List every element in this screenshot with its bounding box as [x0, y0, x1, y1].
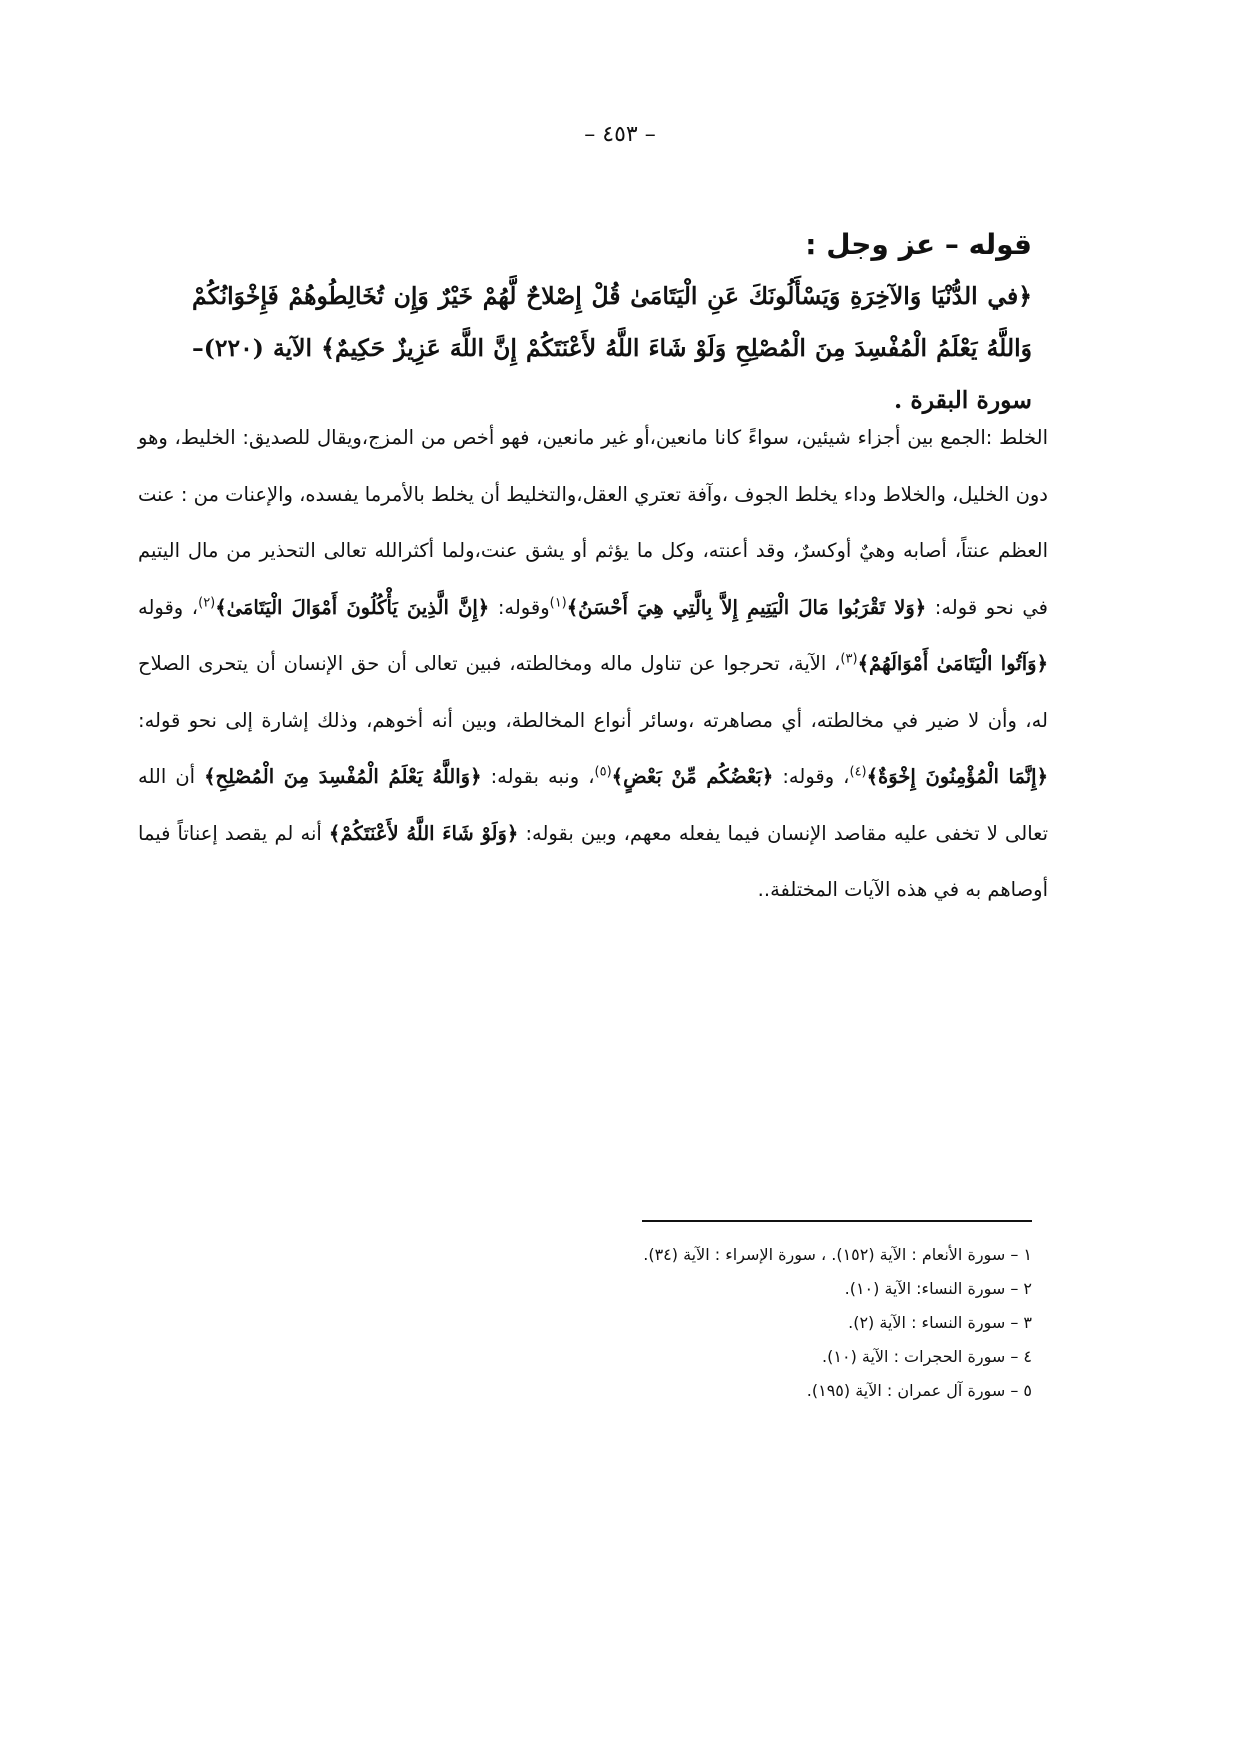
footnote-ref: (١) — [549, 595, 567, 610]
quran-quote: ﴿إِنَّمَا الْمُؤْمِنُونَ إِخْوَةٌ﴾ — [866, 765, 1049, 788]
section-heading: قوله – عز وجل : — [805, 228, 1032, 261]
footnote-item: ٣ – سورة النساء : الآية (٢). — [848, 1313, 1032, 1332]
commentary-text: ، وقوله: — [773, 765, 850, 788]
quran-quote: ﴿إِنَّ الَّذِينَ يَأْكُلُونَ أَمْوَالَ الْيَتَامَىٰ﴾ — [215, 595, 490, 619]
commentary-text: أنه لم يقصد إعناتاً فيما أوصاهم به في هذه الآيات المختلفة.. — [138, 821, 1048, 901]
quran-quote: ﴿وَلا تَقْرَبُوا مَالَ الْيَتِيمِ إِلاَّ بِالَّتِي هِيَ أَحْسَنُ﴾ — [566, 595, 927, 619]
page-number: – ٤٥٣ – — [584, 122, 656, 147]
quran-quote: ﴿وَآتُوا الْيَتَامَىٰ أَمْوَالَهُمْ﴾ — [857, 652, 1048, 675]
quran-quote: ﴿وَاللَّهُ يَعْلَمُ الْمُفْسِدَ مِنَ الْمُصْلِحِ﴾ — [204, 765, 482, 788]
commentary-text: ، ونبه بقوله: — [481, 765, 595, 788]
quran-quote: ﴿بَعْضُكُم مِّنْ بَعْضٍ﴾ — [611, 765, 774, 788]
commentary-text: أن الله تعالى لا تخفى عليه مقاصد الإنسان فيما يفعله معهم، وبين بقوله: — [138, 765, 1048, 845]
quran-quote: ﴿وَلَوْ شَاءَ اللَّهُ لأَعْنَتَكُمْ﴾ — [328, 821, 519, 845]
verse-citation: الآية (٢٢٠)– سورة البقرة . — [192, 334, 1032, 414]
footnote-ref: (٣) — [840, 651, 858, 667]
quran-verse-block — [192, 270, 1032, 426]
footnote-item: ٤ – سورة الحجرات : الآية (١٠). — [822, 1347, 1032, 1366]
footnote-divider — [642, 1220, 1032, 1222]
commentary-paragraph — [138, 410, 1048, 919]
commentary-text: ، الآية، تحرجوا عن تناول ماله ومخالطته، فبين تعالى أن حق الإنسان أن يتحرى الصلاح له، وأن لا ضير في مخالطته، أي مصاهرته ،وسائر أنواع المخالطة، وبين أنه أخوهم، وذلك إشارة إلى نحو قوله: — [138, 652, 1048, 732]
commentary-text: الخلط :الجمع بين أجزاء شيئين، سواءً كانا مانعين،أو غير مانعين، فهو أخص من المزج،ويقال للصديق: الخليط، وهو دون الخليل، والخلاط وداء يخلط الجوف ،وآفة تعتري العقل،والتخليط أن يخلط بالأمرما يفسده، والإعنات من : عنت العظم عنتاً، أصابه وهيٌ أوكسرٌ، وقد أعنته، وكل ما يؤثم أو يشق عنت،ولما أكثرالله تعالى التحذير من مال اليتيم في نحو قوله: — [138, 426, 1048, 619]
footnotes-list — [572, 1238, 1032, 1408]
quran-verse-text: ﴿في الدُّنْيَا وَالآخِرَةِ وَيَسْأَلُونَكَ عَنِ الْيَتَامَىٰ قُلْ إِصْلاحٌ لَّهُمْ خَيْرٌ وَإِن تُخَالِطُوهُمْ فَإِخْوَانُكُمْ وَاللَّهُ يَعْلَمُ الْمُفْسِدَ مِنَ الْمُصْلِحِ وَلَوْ شَاءَ اللَّهُ لأَعْنَتَكُمْ إِنَّ اللَّهَ عَزِيزٌ حَكِيمٌ﴾ — [192, 282, 1032, 362]
footnote-ref: (٤) — [849, 764, 867, 780]
footnote-ref: (٥) — [594, 764, 612, 780]
commentary-text: ، وقوله — [138, 595, 199, 619]
commentary-text: وقوله: — [489, 595, 550, 619]
footnote-item: ١ – سورة الأنعام : الآية (١٥٢). ، سورة الإسراء : الآية (٣٤). — [643, 1245, 1032, 1264]
footnote-item: ٢ – سورة النساء: الآية (١٠). — [844, 1279, 1032, 1298]
footnote-item: ٥ – سورة آل عمران : الآية (١٩٥). — [806, 1381, 1032, 1400]
footnote-ref: (٢) — [198, 595, 216, 610]
